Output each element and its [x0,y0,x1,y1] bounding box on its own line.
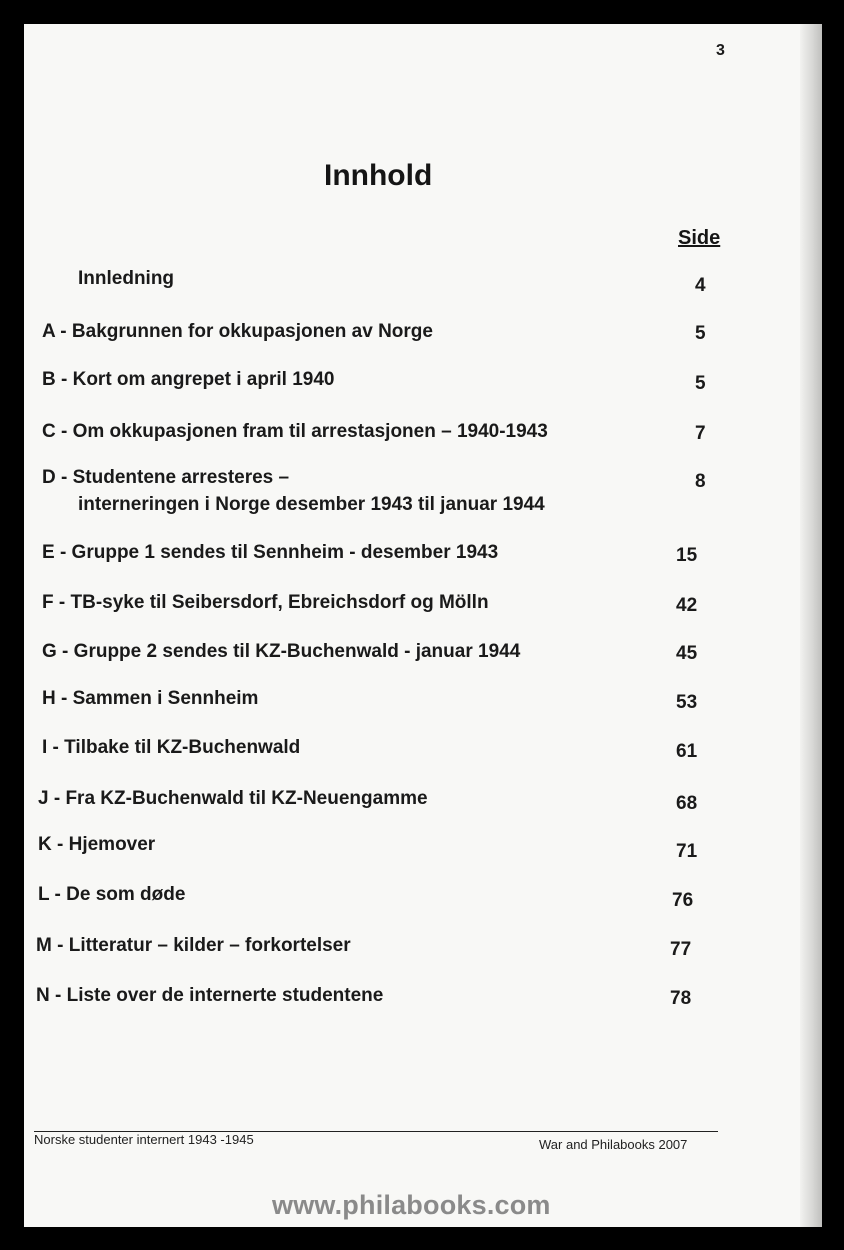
book-page [24,24,822,1227]
book-spine-shadow [800,24,822,1227]
toc-page-k: 71 [676,841,698,862]
toc-page-h: 53 [676,692,698,713]
toc-entry-a: A - Bakgrunnen for okkupasjonen av Norge [42,321,433,342]
toc-entry-h: H - Sammen i Sennheim [42,688,259,709]
toc-entry-i: I - Tilbake til KZ-Buchenwald [42,737,301,758]
toc-entry-k: K - Hjemover [38,834,156,855]
toc-page-c: 7 [695,423,706,444]
toc-page-innledning: 4 [695,275,706,296]
toc-page-n: 78 [670,988,692,1009]
toc-page-b: 5 [695,373,706,394]
toc-entry-d-line1: D - Studentene arresteres – [42,467,290,488]
toc-entry-m: M - Litteratur – kilder – forkortelser [36,935,351,956]
toc-page-m: 77 [670,939,692,960]
toc-entry-g: G - Gruppe 2 sendes til KZ-Buchenwald - januar 1944 [42,641,521,662]
toc-entry-n: N - Liste over de internerte studentene [36,985,384,1006]
footer-book-title: Norske studenter internert 1943 -1945 [34,1132,254,1147]
toc-page-e: 15 [676,545,698,566]
toc-page-d: 8 [695,471,706,492]
page-number: 3 [716,42,725,59]
toc-page-l: 76 [672,890,694,911]
side-column-header: Side [678,227,721,249]
toc-page-g: 45 [676,643,698,664]
toc-entry-d-line2: interneringen i Norge desember 1943 til januar 1944 [78,494,545,515]
toc-entry-b: B - Kort om angrepet i april 1940 [42,369,335,390]
toc-entry-l: L - De som døde [38,884,186,905]
toc-entry-innledning: Innledning [78,268,175,289]
toc-entry-e: E - Gruppe 1 sendes til Sennheim - desember 1943 [42,542,499,563]
toc-page-f: 42 [676,595,698,616]
page-title: Innhold [324,159,433,192]
toc-entry-c: C - Om okkupasjonen fram til arrestasjonen – 1940-1943 [42,421,548,442]
toc-page-a: 5 [695,323,706,344]
toc-entry-j: J - Fra KZ-Buchenwald til KZ-Neuengamme [38,788,428,809]
toc-page-i: 61 [676,741,698,762]
footer-publisher: War and Philabooks 2007 [539,1137,688,1152]
toc-page-j: 68 [676,793,698,814]
website-watermark: www.philabooks.com [272,1190,551,1220]
toc-entry-f: F - TB-syke til Seibersdorf, Ebreichsdorf og Mölln [42,592,489,613]
